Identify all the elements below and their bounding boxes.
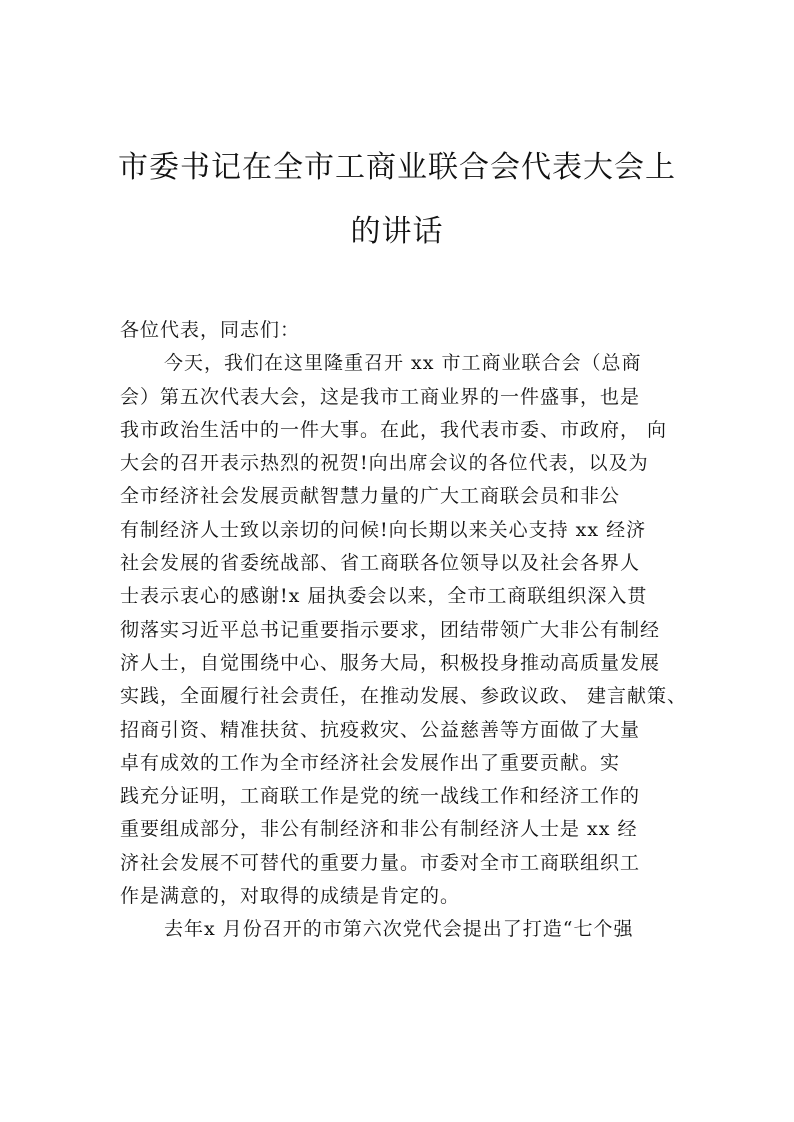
- paragraph-line: 作是满意的，对取得的成绩是肯定的。: [120, 885, 461, 908]
- paragraph-line: 去年x 月份召开的市第六次党代会提出了打造“七个强: [164, 918, 634, 941]
- paragraph-line: 济社会发展不可替代的重要力量。市委对全市工商联组织工: [120, 851, 641, 874]
- document-title-line-2: 的讲话: [350, 214, 444, 249]
- paragraph-line: 会）第五次代表大会，这是我市工商业界的一件盛事，也是: [120, 385, 641, 408]
- document-title-line-1: 市委书记在全市工商业联合会代表大会上: [118, 150, 676, 185]
- paragraph-line: 彻落实习近平总书记重要指示要求，团结带领广大非公有制经: [120, 618, 661, 641]
- paragraph-line: 重要组成部分，非公有制经济和非公有制经济人士是 xx 经: [120, 818, 638, 841]
- document-body: [120, 314, 690, 947]
- paragraph-line: 我市政治生活中的一件大事。在此，我代表市委、市政府， 向: [120, 418, 668, 441]
- paragraph-line: 实践，全面履行社会责任，在推动发展、参政议政、 建言献策、: [120, 685, 688, 708]
- paragraph-line: 卓有成效的工作为全市经济社会发展作出了重要贡献。实: [120, 751, 621, 774]
- paragraph-line: 社会发展的省委统战部、省工商联各位领导以及社会各界人: [120, 552, 641, 575]
- paragraph-line: 大会的召开表示热烈的祝贺!向出席会议的各位代表，以及为: [120, 452, 649, 475]
- salutation: 各位代表，同志们：: [120, 319, 301, 341]
- paragraph-line: 招商引资、精准扶贫、抗疫救灾、公益慈善等方面做了大量: [120, 718, 641, 741]
- paragraph-line: 全市经济社会发展贡献智慧力量的广大工商联会员和非公: [120, 485, 621, 508]
- paragraph-line: 士表示衷心的感谢!x 届执委会以来，全市工商联组织深入贯: [120, 585, 648, 608]
- paragraph-line: 今天，我们在这里隆重召开 xx 市工商业联合会（总商: [164, 352, 642, 375]
- paragraph-line: 济人士，自觉围绕中心、服务大局，积极投身推动高质量发展: [120, 651, 661, 674]
- paragraph-line: 有制经济人士致以亲切的问候!向长期以来关心支持 xx 经济: [120, 518, 647, 541]
- paragraph-line: 践充分证明，工商联工作是党的统一战线工作和经济工作的: [120, 785, 641, 808]
